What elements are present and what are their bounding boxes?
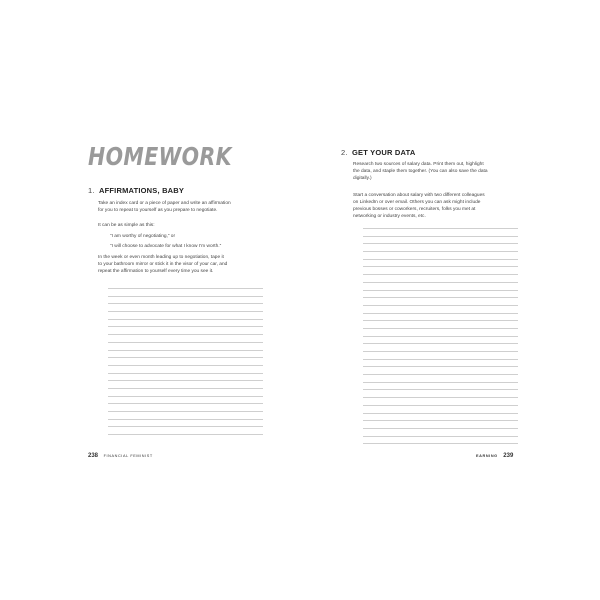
writing-rule	[363, 382, 518, 383]
writing-rule	[108, 434, 263, 435]
running-head: EARNING	[476, 454, 498, 458]
writing-rule	[363, 313, 518, 314]
writing-rule	[363, 251, 518, 252]
writing-rule	[108, 373, 263, 374]
text-line: Start a conversation about salary with two different colleagues	[353, 193, 485, 198]
writing-rule	[108, 426, 263, 427]
text-line: for you to repeat to yourself as you prepare to negotiate.	[98, 208, 218, 213]
writing-rule	[108, 350, 263, 351]
text-line: digitally.)	[353, 176, 372, 181]
writing-rule	[363, 274, 518, 275]
section-heading-affirmations	[88, 186, 184, 195]
writing-rule	[108, 319, 263, 320]
writing-rule	[363, 420, 518, 421]
affirmation-quote-2	[110, 243, 221, 250]
writing-rule	[363, 359, 518, 360]
text-line: on LinkedIn or over email. Others you can ask might include	[353, 200, 481, 205]
text-line: networking or industry events, etc.	[353, 214, 426, 219]
section-number: 2.	[341, 148, 348, 157]
section-title: AFFIRMATIONS, BABY	[99, 186, 185, 195]
paragraph-research	[353, 161, 488, 182]
text-line: It can be as simple as this:	[98, 223, 155, 228]
text-line: “I am worthy of negotiating,” or	[110, 234, 176, 239]
section-heading-data	[341, 148, 415, 157]
text-line: previous bosses or coworkers, recruiters, folks you met at	[353, 207, 476, 212]
running-head: FINANCIAL FEMINIST	[103, 454, 153, 458]
writing-rule	[363, 336, 518, 337]
text-line: “I will choose to advocate for what I know I’m worth.”	[110, 244, 222, 249]
writing-rule	[363, 290, 518, 291]
writing-lines-left[interactable]	[108, 288, 263, 435]
text-line: the data, and staple them together. (You can also save the data	[353, 169, 488, 174]
writing-rule	[363, 297, 518, 298]
paragraph-conversation	[353, 192, 485, 220]
text-line: repeat the affirmation to yourself every time you see it.	[98, 269, 214, 274]
writing-rule	[108, 311, 263, 312]
writing-rule	[108, 403, 263, 404]
paragraph-simple	[98, 222, 155, 229]
writing-rule	[363, 374, 518, 375]
writing-rule	[108, 411, 263, 412]
writing-rule	[363, 366, 518, 367]
writing-rule	[363, 305, 518, 306]
page-number: 238	[88, 453, 99, 459]
writing-rule	[363, 443, 518, 444]
section-number: 1.	[88, 186, 95, 195]
writing-rule	[363, 413, 518, 414]
writing-rule	[363, 351, 518, 352]
text-line: Take an index card or a piece of paper and write an affirmation	[98, 201, 231, 206]
writing-rule	[108, 326, 263, 327]
writing-rule	[108, 396, 263, 397]
writing-rule	[108, 357, 263, 358]
writing-rule	[108, 288, 263, 289]
writing-rule	[363, 282, 518, 283]
writing-rule	[363, 397, 518, 398]
writing-rule	[108, 334, 263, 335]
writing-rule	[108, 388, 263, 389]
writing-rule	[108, 419, 263, 420]
paragraph-instructions	[98, 200, 231, 214]
affirmation-quote-1	[110, 233, 175, 240]
writing-rule	[363, 343, 518, 344]
text-line: to your bathroom mirror or stick it in the visor of your car, and	[98, 262, 228, 267]
paragraph-tape	[98, 254, 227, 275]
writing-rule	[108, 342, 263, 343]
writing-rule	[363, 266, 518, 267]
page-number: 239	[503, 453, 514, 459]
writing-rule	[363, 243, 518, 244]
folio-right	[476, 453, 513, 459]
text-line: In the week or even month leading up to negotiation, tape it	[98, 255, 224, 260]
writing-rule	[363, 428, 518, 429]
writing-rule	[363, 436, 518, 437]
writing-rule	[363, 389, 518, 390]
folio-left	[88, 453, 153, 459]
writing-rule	[363, 228, 518, 229]
text-line: Research two sources of salary data. Print them out, highlight	[353, 162, 484, 167]
writing-rule	[363, 259, 518, 260]
writing-rule	[108, 296, 263, 297]
page-title: HOMEWORK	[88, 142, 232, 171]
writing-rule	[108, 365, 263, 366]
writing-lines-right[interactable]	[363, 228, 518, 444]
writing-rule	[363, 405, 518, 406]
writing-rule	[108, 303, 263, 304]
writing-rule	[108, 380, 263, 381]
writing-rule	[363, 320, 518, 321]
writing-rule	[363, 236, 518, 237]
writing-rule	[363, 328, 518, 329]
section-title: GET YOUR DATA	[352, 148, 416, 157]
